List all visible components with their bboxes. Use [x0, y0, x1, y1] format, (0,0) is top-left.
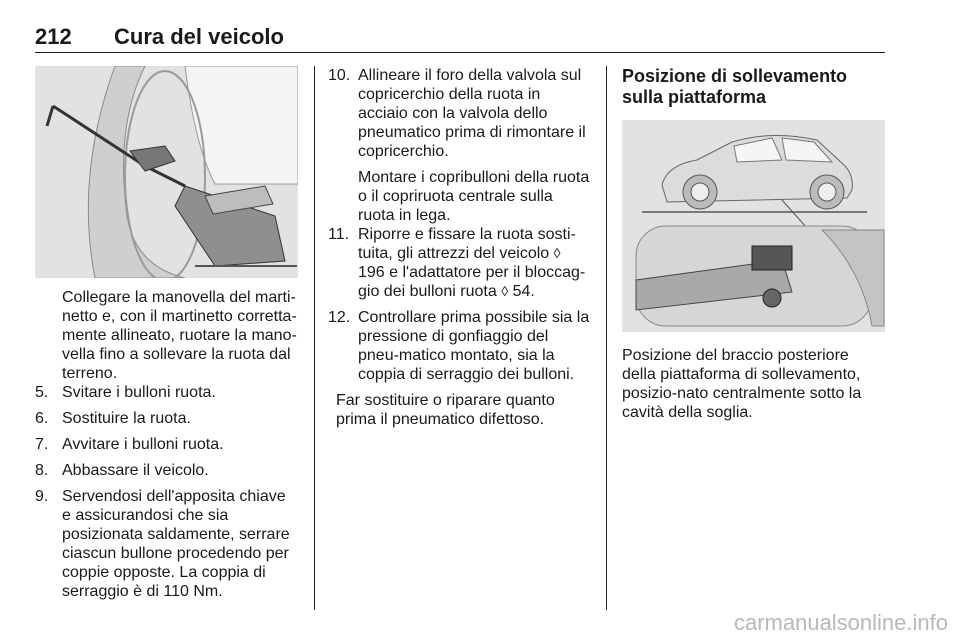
step-number: 9.: [35, 488, 49, 505]
step-text: .: [530, 283, 535, 300]
step-text: Svitare i bulloni ruota.: [62, 384, 216, 401]
step-number: 8.: [35, 462, 49, 479]
step-text: e l'adattatore per il bloccag-gio dei bulloni ruota: [358, 264, 586, 300]
column-1: [35, 66, 298, 608]
page-ref-icon: ◊: [553, 245, 561, 261]
page-ref[interactable]: 54: [512, 283, 531, 300]
column-2: [328, 66, 590, 429]
step-item: [35, 487, 298, 601]
step-number: 6.: [35, 410, 49, 427]
column-divider: [314, 66, 315, 610]
lift-drawing: [622, 120, 885, 332]
column-divider: [606, 66, 607, 610]
page-header: [35, 22, 885, 53]
jack-illustration: [35, 66, 298, 278]
section-title: Cura del veicolo: [114, 24, 284, 49]
step-item: [328, 66, 590, 161]
step-number: 10.: [328, 67, 351, 84]
closing-paragraph: Far sostituire o riparare quanto prima il pneumatico difettoso.: [336, 392, 555, 428]
step-item: [35, 435, 298, 454]
step-text: Riporre e fissare la ruota sosti-tuita, gli attrezzi del veicolo: [358, 226, 576, 262]
step-item: [35, 383, 298, 402]
lift-point-illustration: [622, 120, 885, 332]
jack-drawing: [35, 66, 298, 278]
step-continuation: Montare i copribulloni della ruota o il copriruota centrale sulla ruota in lega.: [358, 169, 590, 224]
step-item: [328, 225, 590, 301]
step-item: [35, 461, 298, 480]
step-number: 11.: [328, 226, 350, 243]
step-number: 5.: [35, 384, 49, 401]
page-ref-icon: ◊: [501, 283, 509, 299]
step-text: Allineare il foro della valvola sul copricerchio della ruota in acciaio con la valvola dello pneumatico prima di rimontare il copricerchio.: [358, 67, 586, 160]
step-number: 7.: [35, 436, 49, 453]
step-text: Abbassare il veicolo.: [62, 462, 209, 479]
step-text: Controllare prima possibile sia la pressione di gonfiaggio del pneu-matico montato, sia la coppia di serraggio dei bulloni.: [358, 309, 590, 383]
watermark: carmanualsonline.info: [733, 610, 948, 635]
step-text: Servendosi dell'apposita chiave e assicurandosi che sia posizionata saldamente, serrare ciascun bullone procedendo per coppie opposte. La coppia di serraggio è di 110 Nm.: [62, 488, 290, 600]
step-text: Sostituire la ruota.: [62, 410, 191, 427]
illustration-caption: Posizione del braccio posteriore della piattaforma di sollevamento, posizio-nato centralmente sotto la cavità della soglia.: [622, 347, 862, 421]
column-3: [622, 66, 885, 422]
page-number: 212: [35, 24, 72, 49]
step-item: [35, 409, 298, 428]
intro-paragraph: Collegare la manovella del marti-netto e, con il martinetto corretta-mente allineato, ruotare la mano-vella fino a sollevare la ruota dal terreno.: [62, 289, 297, 382]
step-number: 12.: [328, 309, 351, 326]
step-text: Avvitare i bulloni ruota.: [62, 436, 224, 453]
page-ref[interactable]: 196: [358, 264, 385, 281]
subsection-heading: Posizione di sollevamento sulla piattaforma: [622, 66, 848, 107]
step-item: [328, 308, 590, 384]
